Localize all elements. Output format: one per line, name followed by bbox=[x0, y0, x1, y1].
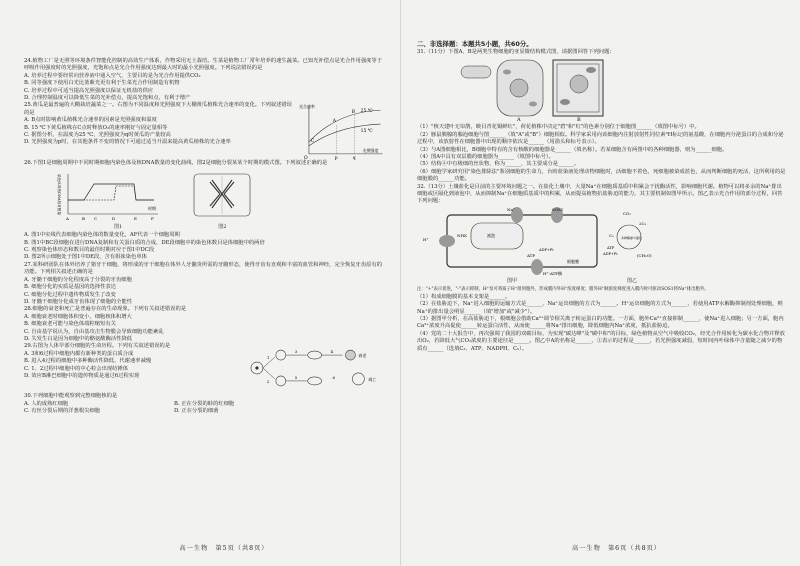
question-29 bbox=[24, 343, 386, 393]
question-stem: 30.下列细胞中能观察到完整细胞核的是 bbox=[24, 393, 118, 400]
point-b: B bbox=[351, 110, 355, 116]
option: A. 图1中实线代表细胞内染色体的数量变化，AF代表一个细胞周期 bbox=[24, 232, 180, 239]
option: A. B点时影响黄瓜植株光合速率的因素是光照强度和温度 bbox=[24, 117, 157, 124]
curve-label-15c: 15 ℃ bbox=[360, 129, 373, 135]
mitosis-cell-figure bbox=[190, 170, 260, 222]
letter-b: B bbox=[82, 215, 85, 221]
light-rate-graph bbox=[297, 102, 387, 160]
step-1: 1 bbox=[266, 355, 270, 361]
option: C. 观察染色体形态和数目的最佳时期对应于图1中DC段 bbox=[24, 247, 155, 254]
question-stem: 28.细胞的衰老和死亡是普遍存在的生命现象。下列有关叙述错误的是 bbox=[24, 306, 187, 313]
option: D. 合理控制温度可以降低生菜的光补偿点，提高光饱和点，有利于增产 bbox=[24, 95, 191, 102]
q31-item-2: （2）豚鼠胰腺的腺泡细胞与图______（填"A"或"B"）细胞相似。科学家采用向该细胞内注射放射性同位素³H标记的氨基酸，在细胞内分泌蛋白的合成和分泌过程中，该放射性在细胞器中出现的顺序依次是______（用箭头和标号表示）。 bbox=[417, 131, 784, 146]
label-nhx: NHX bbox=[457, 232, 467, 238]
option: B. 进入4过程的细胞中多种酶活性降低，代谢速率减慢 bbox=[24, 358, 152, 365]
letter-e: E bbox=[134, 215, 137, 221]
cell-cycle-curve-figure bbox=[54, 170, 164, 222]
label-na: Na⁺ bbox=[507, 206, 515, 212]
question-24 bbox=[24, 58, 386, 102]
q31-item-4: （4）图A中具有双层膜的细胞器为______（填图中标号）。 bbox=[417, 154, 554, 161]
option: D. 正在分裂的细菌 bbox=[174, 408, 219, 415]
label-c5: C₅ bbox=[609, 232, 614, 238]
option: C. 据图分析，在温度为25 ℃、光照强度为q时黄瓜的产量较高 bbox=[24, 132, 171, 139]
option: C. 1、2过程中细胞中的中心粒会出现纺锤体 bbox=[24, 365, 129, 372]
y-axis-label: 光合速率 bbox=[298, 104, 315, 110]
option: D. 牙髓干细胞分化成牙齿体现了细胞的全能性 bbox=[24, 298, 133, 305]
question-25 bbox=[24, 102, 386, 160]
option: B. 正在分裂的蛙的红细胞 bbox=[174, 400, 235, 407]
question-31 bbox=[417, 49, 786, 184]
question-27 bbox=[24, 262, 386, 306]
page-footer: 高一生物 第6页（共8页） bbox=[572, 545, 661, 552]
fig2-caption: 图2 bbox=[218, 223, 227, 230]
option: B. 15 ℃下黄瓜植株在C点时释放O₂的速率刚好与固定量相等 bbox=[24, 124, 168, 131]
fig1-caption: 图1 bbox=[114, 223, 123, 230]
step-6: 6 bbox=[332, 375, 335, 381]
option: A. 人的成熟红细胞 bbox=[24, 400, 69, 407]
question-30 bbox=[24, 393, 386, 415]
x-tick-p: p bbox=[334, 156, 338, 161]
option: C. 细胞分化过程中遗传物质发生了改变 bbox=[24, 291, 116, 298]
q31-item-5: （5）结构④中有极细的丝状物，称为______，其主要成分是______。 bbox=[417, 161, 580, 168]
question-stem: 26.下图1是细胞周期中不同时期细胞内染色体及核DNA数量的变化曲线，图2是细胞分裂某某个时期的模式图。下列叙述正确的是 bbox=[24, 160, 328, 167]
letter-c: C bbox=[94, 215, 98, 221]
x-axis-label: 时期 bbox=[148, 205, 156, 211]
option: D. 失发生白是因为细胞中的酪氨酸酶活性降低 bbox=[24, 335, 133, 342]
option: C. 自由基学说认为，自由基攻击生物膜会导致细胞功能紊乱 bbox=[24, 328, 164, 335]
x-tick-o: O bbox=[303, 156, 308, 161]
option: D. 光照强度为p时，在其他条件不变的情况下可通过适当升温来提高黄瓜植株的光合速率 bbox=[24, 139, 231, 146]
label-aging: 衰老 bbox=[358, 353, 367, 359]
letter-a: A bbox=[66, 215, 69, 221]
option: D. 图2所示细胞处于图1中DE段，含有姐妹染色单体 bbox=[24, 254, 147, 261]
label-2c3: 2C₃ bbox=[639, 220, 647, 226]
option: B. 图1中BC段细胞在进行DNA复制和有关蛋白质的合成，DE段细胞中的染色体数目是体细胞中的两倍 bbox=[24, 239, 265, 246]
page-footer: 高一生物 第5页（共8页） bbox=[179, 545, 269, 552]
option: A. 培养过程中要经常向营养液中通入空气，主要目的是为光合作用提供CO₂ bbox=[24, 72, 201, 79]
cell-life-history-figure bbox=[247, 343, 386, 393]
step-2: 2 bbox=[266, 379, 270, 385]
q31-item-1: （1）"核天建叶无帘鹊，映目青花铜鲜红"，荷花植株中决定"碧"和"红"的色素分别位于细胞图______（填图中标号）中。 bbox=[417, 124, 700, 131]
label-membrane: 细胞膜 bbox=[567, 258, 579, 264]
section-title: 二、非选择题：本题共5小题，共60分。 bbox=[417, 40, 533, 48]
question-stem: 29.右图为人体早部分细胞的生命历程。下列有关叙述错误的是 bbox=[24, 343, 171, 350]
q31-item-3: （3）与A图细胞相比，B细胞中特有的含有核酸的细胞器是______（填名称）。若某细胞含有两图中的各种细胞器，则为______细胞。 bbox=[417, 146, 728, 153]
figure-b-label: B bbox=[577, 117, 581, 123]
label-atp: ATP bbox=[527, 252, 536, 258]
label-co2: CO₂ bbox=[623, 210, 631, 216]
curve-label-25c: 25 ℃ bbox=[360, 109, 373, 115]
label-adp-pi: ADP+Pi bbox=[539, 247, 554, 252]
option: B. 同等强度下使用白光比蓝紫光更有利于生菜光合作用制造有机物 bbox=[24, 80, 180, 87]
step-4: 4 bbox=[330, 349, 333, 355]
option: B. 细胞分化的实质是基因的选择性表达 bbox=[24, 284, 117, 291]
option: C. 有丝分裂后期的洋葱根尖细胞 bbox=[24, 408, 101, 415]
step-3: 3 bbox=[294, 349, 298, 355]
label-apoptosis: 凋亡 bbox=[368, 377, 377, 383]
option: A. 细胞衰老时细胞体积变小，细胞核体积增大 bbox=[24, 313, 132, 320]
q32-item-1: （1）构成细胞膜的基本支架是______。 bbox=[417, 293, 511, 300]
letter-f: F bbox=[151, 215, 154, 221]
salt-stress-figure bbox=[417, 207, 657, 277]
question-stem: 31.（11分）下图A、B是两类生物细胞的亚显微结构模式图，请据图回答下列问题： bbox=[417, 49, 615, 55]
label-atp-2: ATP bbox=[607, 245, 615, 250]
label-ch2o: (CH₂O) bbox=[637, 252, 652, 258]
option: A. 牙髓干细胞的分化程度高于分裂的牙齿细胞 bbox=[24, 276, 132, 283]
point-c: C bbox=[310, 139, 314, 145]
label-adp-pi-2: ADP+Pi bbox=[603, 251, 618, 256]
option: A. 3和6过程中细胞内都有新种类的蛋白质合成 bbox=[24, 350, 134, 357]
option: B. 细胞衰老可能与染色体端粒缩短有关 bbox=[24, 321, 117, 328]
point-a: A bbox=[332, 119, 336, 125]
figure-jia-caption: 图甲 bbox=[507, 277, 518, 284]
question-28 bbox=[24, 306, 386, 343]
y-axis-label: 染色体或核DNA相对数量 bbox=[57, 173, 61, 215]
figure-note: 注："+"表示促进，"-"表示抑制，H⁺泵可将质子H⁺排到胞外，形成膜内外H⁺浓度梯度；膜外H⁺顺浓度梯度进入膜内时可驱动SOS1将Na⁺排出胞外。 bbox=[417, 287, 709, 293]
step-5: 5 bbox=[294, 375, 298, 381]
question-stem: 32.（13分）土壤盐化是目前的主要环境问题之一。在盐化土壤中，大量Na⁺在细胞质基质中积累会干扰酶活性，影响细胞代谢。植物可以将多余的Na⁺排出细胞或区隔化到液泡中，从而抑制Na⁺在细胞质基质中的积累，从而提高植物抗盐胁迫的能力，其主要机制如图甲所示。图乙表示光合作用的部分过程，回答下列问题： bbox=[417, 183, 783, 205]
q32-item-2: （2）在盐胁迫下，Na⁺进入细胞的运输方式是______，Na⁺运出细胞的方式为______。H⁺运出细胞的方式为______，若使用ATP水解酶抑制剂处理细胞，则Na⁺的排出量会明显______（填"增加"或"减少"）。 bbox=[417, 301, 783, 315]
question-32 bbox=[417, 184, 786, 353]
x-tick-q: q bbox=[352, 156, 356, 161]
label-sos1: SOS1 bbox=[552, 206, 564, 212]
figure-a-label: A bbox=[517, 117, 521, 123]
right-page bbox=[400, 0, 800, 566]
q32-item-4: （4）党的二十大报告中，再次强调了我国的双碳目标，为实现"碳达峰"及"碳中和"的目标，绿色植物从空气中吸收CO₂，经光合作用转化为碳水化合物并释放出O₂，若降低大气CO₂浓度的主要途径是______。图乙中A的名称是______，①表示的过程是______，若光照强度减弱，短时间内叶绿体中含量随之减少的物质有______（选填C₃、ATP、NADPH、C₅）。 bbox=[417, 330, 785, 352]
cell-structure-figure bbox=[457, 58, 607, 122]
label-vacuole: 液泡 bbox=[487, 232, 495, 238]
q31-item-6: （6）细胞学家研究用"染色排除法"鉴别细胞的生命力，台盼蓝染液处理动物细胞时，活细胞不着色，死细胞被染成蓝色，从而判断细胞的死活，这所利用的是细胞膜的______功能。 bbox=[417, 168, 786, 183]
question-26 bbox=[24, 160, 386, 261]
question-stem: 25.黄瓜是最普遍的大棚栽培蔬菜之一。右图为不同温度和光照强度下大棚黄瓜植株光合速率的变化。下列叙述错误的是 bbox=[24, 102, 292, 116]
label-enzymes: 多种酶参与催化 bbox=[621, 235, 643, 240]
letter-d: D bbox=[112, 215, 116, 221]
label-h: H⁺ bbox=[423, 236, 429, 242]
question-stem: 24.植物工厂是无照等环境条件智能化控制的高效生产体系，作物采用无土栽培。生菜是植物工厂常年培养的速生蔬菜。已知光补偿点是光合作用强度等于呼吸作用强度时的光照强度，光饱和点是光合作用强度达到最大时的最小光照强度。下列说法错误的是 bbox=[24, 58, 383, 72]
x-axis-label: 光照强度 bbox=[362, 148, 379, 154]
question-stem: 27.某科研团队在体外培养了猪牙干细胞，将形成的牙干细胞在体外人牙髓炎所需的牙髓形态，使得牙齿有直观和丰富的血管和神经，完全恢复牙齿原有的功能。下列相关叙述正确的是 bbox=[24, 261, 383, 276]
label-h-atpase: H⁺-ATP酶 bbox=[543, 270, 562, 276]
option: C. 培养过程中可适当提高光照强度以保证无机盐的供应 bbox=[24, 87, 154, 94]
q32-item-3: （3）据图甲分析，在高盐胁迫下，根细胞会借助Ca²⁺调节相关离子转运蛋白的功能。一方面，胞外Ca²⁺直接抑制______，使Na⁺进入细胞；另一方面，胞内Ca²⁺浓度升高促使______转运蛋白活性，从而使______将Na⁺排出细胞，降低细胞内Na⁺浓度，抵抗盐胁迫。 bbox=[417, 315, 784, 330]
option: D. 效应B淋巴细胞中的遗传物质是通过6过程实现 bbox=[24, 372, 140, 379]
figure-yi-caption: 图乙 bbox=[627, 277, 638, 284]
